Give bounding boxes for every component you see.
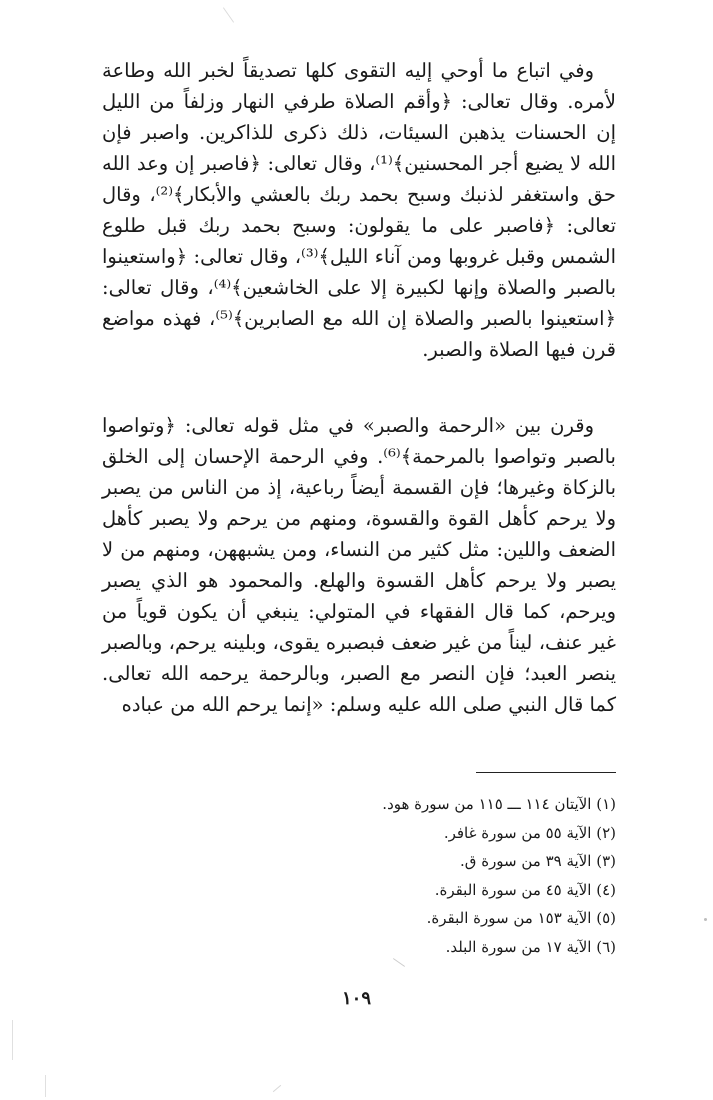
footnote-4: (٤) الآية ٤٥ من سورة البقرة. [434,880,616,899]
paragraph-text: وفي اتباع ما أوحي إليه التقوى كلها تصديقاً لخبر الله وطاعة لأمره. وقال تعالى: ﴿وأقم الصلاة طرفي النهار وزلفاً من الليل إن الحسنات يذهبن السيئات، ذلك ذكرى للذاكرين. واصبر فإن الله لا يضيع أجر المحسنين﴾⁽¹⁾، وقال تعالى: ﴿فاصبر إن وعد الله حق واستغفر لذنبك وسبح بحمد ربك بالعشي والأبكار﴾⁽²⁾، وقال تعالى: ﴿فاصبر على ما يقولون: وسبح بحمد ربك قبل طلوع الشمس وقبل غروبها ومن آناء الليل﴾⁽³⁾، وقال تعالى: ﴿واستعينوا بالصبر والصلاة وإنها لكبيرة إلا على الخاشعين﴾⁽⁴⁾، وقال تعالى: ﴿استعينوا بالصبر والصلاة إن الله مع الصابرين﴾⁽⁵⁾، فهذه مواضع قرن فيها الصلاة والصبر. [102,59,617,361]
footnote-1: (١) الآيتان ١١٤ ـــ ١١٥ من سورة هود. [382,795,616,813]
scan-artifact [273,1085,281,1092]
scan-artifact [12,1020,13,1060]
footnote-2: (٢) الآية ٥٥ من سورة غافر. [443,823,616,842]
scan-artifact [704,918,707,921]
paragraph-text: وقرن بين «الرحمة والصبر» في مثل قوله تعالى: ﴿وتواصوا بالصبر وتواصوا بالمرحمة﴾⁽⁶⁾. وفي الرحمة الإحسان إلى الخلق بالزكاة وغيرها؛ فإن القسمة أيضاً رباعية، إذ من الناس من يصبر ولا يرحم كأهل القوة والقسوة، ومنهم من يرحم ولا يصبر كأهل الضعف واللين: مثل كثير من النساء، ومن يشبههن، ومنهم من لا يصبر ولا يرحم كأهل القسوة والهلع. والمحمود هو الذي يصبر ويرحم، كما قال الفقهاء في المتولي: ينبغي أن يكون قوياً من غير عنف، ليناً من غير ضعف فبصبره يقوى، وبلينه يرحم، وبالصبر ينصر العبد؛ فإن النصر مع الصبر، وبالرحمة يرحمه الله تعالى. كما قال النبي صلى الله عليه وسلم: «إنما يرحم الله من عباده [102,414,616,716]
footnote-3: (٣) الآية ٣٩ من سورة ق. [460,852,616,871]
footnote-6: (٦) الآية ١٧ من سورة البلد. [445,937,616,956]
scan-artifact [223,7,234,22]
footnote-5: (٥) الآية ١٥٣ من سورة البقرة. [426,909,616,928]
body-paragraph-2 [102,410,616,720]
scan-artifact [45,1075,46,1097]
page-number: ١٠٩ [341,988,371,1009]
footnote-separator [476,772,616,773]
footnotes-list [102,790,616,962]
body-paragraph-1 [102,55,616,365]
